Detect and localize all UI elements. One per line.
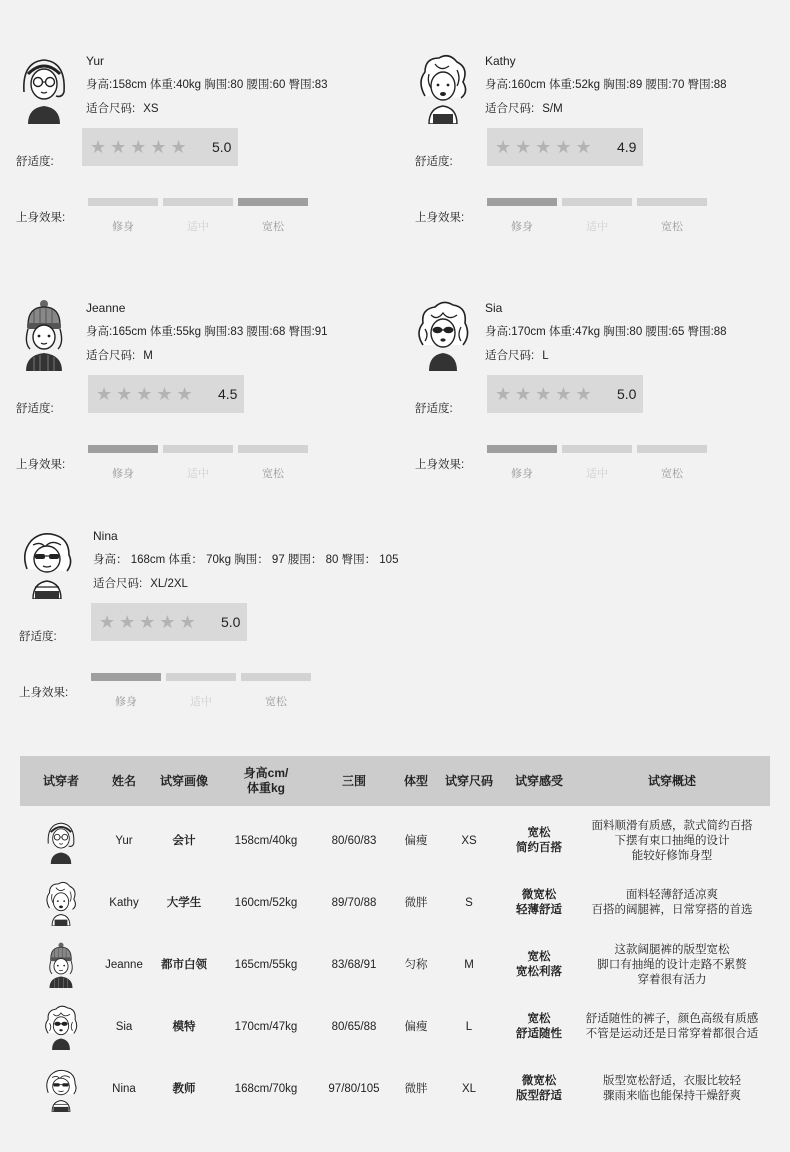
- cell-size-text: M: [464, 958, 474, 971]
- table-header: [20, 756, 770, 806]
- profile-size: [93, 575, 188, 591]
- cell-body-type: [398, 1058, 434, 1120]
- col-header-tester: 试穿者: [42, 773, 79, 788]
- cell-height-weight: [222, 934, 310, 996]
- cell-persona-text: 会计: [172, 834, 196, 847]
- cell-summary-text: 面料轻薄舒适凉爽 百搭的阔腿裤，日常穿搭的首选: [591, 889, 753, 916]
- cell-feel: [504, 810, 574, 872]
- profile-name: Sia: [485, 301, 503, 315]
- profile-name: Nina: [93, 529, 118, 543]
- cell-body-type-text: 微胖: [404, 896, 428, 909]
- comfort-rating: [91, 603, 247, 641]
- cell-name: [102, 810, 146, 872]
- cell-name-text: Sia: [115, 1020, 133, 1033]
- fit-option-regular: 适中: [190, 696, 212, 708]
- comfort-score: 4.5: [218, 386, 238, 402]
- cell-summary-text: 面料顺滑有质感，款式简约百搭 下摆有束口抽绳的设计 能较好修饰身型: [591, 819, 753, 862]
- fit-bar-slim: [88, 445, 158, 453]
- fit-bar-loose: [637, 198, 707, 206]
- col-header-persona: 试穿画像: [159, 773, 208, 788]
- woman-headband-glasses-icon: [43, 818, 79, 864]
- comfort-score: 5.0: [221, 614, 241, 630]
- size-label: 适合尺码:: [86, 350, 136, 362]
- cell-height-weight: [222, 1058, 310, 1120]
- profile-size: [86, 347, 153, 363]
- cell-bwh: [310, 1058, 398, 1120]
- cell-feel-text: 宽松 宽松利落: [516, 951, 562, 978]
- cell-body-type-text: 匀称: [404, 958, 428, 971]
- cell-summary-text: 这款阔腿裤的版型宽松 脚口有抽绳的设计走路不累赘 穿着很有活力: [597, 943, 747, 986]
- cell-avatar: [20, 934, 102, 996]
- cell-height-weight-text: 165cm/55kg: [234, 958, 298, 971]
- star-rating-icons: ★★★★★: [99, 612, 200, 632]
- cell-summary: [574, 934, 770, 996]
- fit-bar-loose: [238, 198, 308, 206]
- woman-curly-sunglasses-icon: [43, 1004, 79, 1050]
- cell-summary: [574, 872, 770, 934]
- cell-avatar: [20, 996, 102, 1058]
- fit-bar-loose: [637, 445, 707, 453]
- comfort-rating: [487, 375, 643, 413]
- size-value: XL/2XL: [150, 578, 188, 590]
- size-label: 适合尺码:: [485, 103, 535, 115]
- comfort-label: 舒适度:: [415, 403, 453, 415]
- col-header-bwh: 三围: [341, 773, 366, 788]
- woman-bob-sunglasses-icon: [19, 527, 75, 599]
- cell-persona-text: 模特: [172, 1020, 196, 1033]
- cell-bwh-text: 89/70/88: [331, 896, 377, 909]
- cell-size: [434, 872, 504, 934]
- profile-size: [86, 100, 159, 116]
- fit-bar-slim: [88, 198, 158, 206]
- woman-beanie-icon: [16, 299, 72, 371]
- cell-name-text: Nina: [112, 1082, 136, 1095]
- cell-bwh-text: 97/80/105: [328, 1082, 380, 1095]
- fit-option-loose: 宽松: [265, 696, 287, 708]
- col-header-size: 试穿尺码: [444, 773, 493, 788]
- star-rating-icons: ★★★★★: [96, 384, 197, 404]
- cell-summary: [574, 810, 770, 872]
- star-rating-icons: ★★★★★: [90, 137, 191, 157]
- table-body: [20, 806, 770, 1120]
- cell-body-type-text: 偏瘦: [404, 834, 428, 847]
- cell-avatar: [20, 872, 102, 934]
- fit-bar-slim: [91, 673, 161, 681]
- table-row: [20, 996, 770, 1058]
- cell-size-text: XL: [461, 1082, 477, 1095]
- profile-size: [485, 100, 563, 116]
- cell-bwh: [310, 934, 398, 996]
- fit-option-regular: 适中: [586, 468, 608, 480]
- fit-option-loose: 宽松: [661, 221, 683, 233]
- cell-avatar: [20, 810, 102, 872]
- try-on-table: [20, 756, 770, 1120]
- star-rating-icons: ★★★★★: [495, 137, 596, 157]
- woman-beanie-icon: [43, 942, 79, 988]
- comfort-rating: [88, 375, 244, 413]
- cell-name-text: Jeanne: [105, 958, 143, 971]
- col-header-feel: 试穿感受: [514, 773, 563, 788]
- cell-body-type: [398, 934, 434, 996]
- col-header-summary: 试穿概述: [647, 773, 696, 788]
- fit-option-regular: 适中: [187, 221, 209, 233]
- size-label: 适合尺码:: [86, 103, 136, 115]
- cell-name: [102, 1058, 146, 1120]
- comfort-score: 4.9: [617, 139, 637, 155]
- size-value: XS: [143, 103, 159, 115]
- cell-summary-text: 舒适随性的裤子，颜色高级有质感 不管是运动还是日常穿着都很合适: [585, 1013, 759, 1040]
- cell-size-text: XS: [461, 834, 477, 847]
- col-header-body-type: 体型: [403, 773, 428, 788]
- cell-height-weight-text: 170cm/47kg: [234, 1020, 298, 1033]
- fit-label: 上身效果:: [16, 212, 66, 224]
- comfort-label: 舒适度:: [19, 631, 57, 643]
- cell-persona-text: 都市白领: [161, 958, 207, 971]
- fit-label: 上身效果:: [16, 459, 66, 471]
- cell-summary: [574, 1058, 770, 1120]
- size-label: 适合尺码:: [485, 350, 535, 362]
- comfort-rating: [82, 128, 238, 166]
- cell-feel: [504, 872, 574, 934]
- cell-persona-text: 教师: [172, 1082, 196, 1095]
- table-row: [20, 934, 770, 996]
- cell-size-text: L: [465, 1020, 473, 1033]
- cell-height-weight-text: 160cm/52kg: [234, 896, 298, 909]
- profile-card-kathy: [415, 52, 785, 272]
- cell-persona: [146, 934, 222, 996]
- cell-size: [434, 934, 504, 996]
- comfort-score: 5.0: [617, 386, 637, 402]
- cell-name: [102, 996, 146, 1058]
- size-value: L: [542, 350, 549, 362]
- woman-headband-glasses-icon: [16, 52, 72, 124]
- size-value: M: [143, 350, 153, 362]
- cell-bwh: [310, 872, 398, 934]
- profile-measurements: 身高:165cm 体重:55kg 胸围:83 腰围:68 臀围:91: [86, 326, 328, 338]
- cell-persona: [146, 872, 222, 934]
- cell-summary-text: 版型宽松舒适，衣服比较轻 骤雨来临也能保持干燥舒爽: [603, 1075, 741, 1102]
- cell-body-type-text: 偏瘦: [404, 1020, 428, 1033]
- cell-summary: [574, 996, 770, 1058]
- cell-height-weight: [222, 872, 310, 934]
- cell-bwh: [310, 996, 398, 1058]
- cell-avatar: [20, 1058, 102, 1120]
- cell-feel-text: 微宽松 轻薄舒适: [516, 889, 562, 916]
- cell-feel-text: 宽松 简约百搭: [516, 827, 562, 854]
- fit-label: 上身效果:: [415, 212, 465, 224]
- woman-curly-sunglasses-icon: [415, 299, 471, 371]
- profile-measurements: 身高:170cm 体重:47kg 胸围:80 腰围:65 臀围:88: [485, 326, 727, 338]
- profile-card-yur: [16, 52, 386, 272]
- comfort-label: 舒适度:: [16, 403, 54, 415]
- table-row: [20, 810, 770, 872]
- cell-feel: [504, 1058, 574, 1120]
- cell-name: [102, 934, 146, 996]
- woman-curly-hair-icon: [43, 880, 79, 926]
- fit-bar-regular: [562, 445, 632, 453]
- cell-feel-text: 微宽松 版型舒适: [516, 1075, 562, 1102]
- fit-option-loose: 宽松: [262, 221, 284, 233]
- fit-option-regular: 适中: [187, 468, 209, 480]
- size-value: S/M: [542, 103, 563, 115]
- comfort-score: 5.0: [212, 139, 232, 155]
- comfort-label: 舒适度:: [415, 156, 453, 168]
- cell-bwh-text: 80/65/88: [331, 1020, 377, 1033]
- profile-measurements: 身高:160cm 体重:52kg 胸围:89 腰围:70 臀围:88: [485, 79, 727, 91]
- cell-height-weight-text: 168cm/70kg: [234, 1082, 298, 1095]
- cell-name-text: Yur: [115, 834, 133, 847]
- profile-measurements: 身高:158cm 体重:40kg 胸围:80 腰围:60 臀围:83: [86, 79, 328, 91]
- profile-name: Yur: [86, 54, 105, 68]
- fit-bar-regular: [562, 198, 632, 206]
- profile-card-nina: [19, 527, 399, 747]
- cell-feel: [504, 934, 574, 996]
- fit-option-slim: 修身: [511, 468, 533, 480]
- size-label: 适合尺码:: [93, 578, 143, 590]
- cell-body-type-text: 微胖: [404, 1082, 428, 1095]
- fit-bar-slim: [487, 198, 557, 206]
- fit-bar-slim: [487, 445, 557, 453]
- cell-body-type: [398, 996, 434, 1058]
- cell-name: [102, 872, 146, 934]
- cell-bwh-text: 83/68/91: [331, 958, 377, 971]
- fit-option-loose: 宽松: [661, 468, 683, 480]
- cell-feel-text: 宽松 舒适随性: [516, 1013, 562, 1040]
- table-row: [20, 1058, 770, 1120]
- profile-name: Jeanne: [86, 301, 126, 315]
- col-header-height-weight: 身高cm/ 体重kg: [243, 766, 289, 795]
- cell-height-weight-text: 158cm/40kg: [234, 834, 298, 847]
- fit-label: 上身效果:: [415, 459, 465, 471]
- fit-option-slim: 修身: [115, 696, 137, 708]
- comfort-label: 舒适度:: [16, 156, 54, 168]
- profile-measurements: 身高： 168cm 体重： 70kg 胸围： 97 腰围： 80 臀围： 105: [93, 554, 399, 566]
- cell-bwh-text: 80/60/83: [331, 834, 377, 847]
- cell-persona: [146, 810, 222, 872]
- cell-feel: [504, 996, 574, 1058]
- table-row: [20, 872, 770, 934]
- cell-body-type: [398, 810, 434, 872]
- cell-size-text: S: [465, 896, 473, 909]
- cell-size: [434, 996, 504, 1058]
- fit-option-regular: 适中: [586, 221, 608, 233]
- fit-bar-regular: [166, 673, 236, 681]
- profile-card-jeanne: [16, 299, 386, 519]
- fit-option-slim: 修身: [112, 468, 134, 480]
- fit-option-loose: 宽松: [262, 468, 284, 480]
- cell-size: [434, 1058, 504, 1120]
- cell-name-text: Kathy: [109, 896, 139, 909]
- profile-size: [485, 347, 549, 363]
- woman-bob-sunglasses-icon: [43, 1066, 79, 1112]
- profile-card-sia: [415, 299, 785, 519]
- fit-bar-regular: [163, 445, 233, 453]
- star-rating-icons: ★★★★★: [495, 384, 596, 404]
- col-header-name: 姓名: [111, 773, 136, 788]
- cell-bwh: [310, 810, 398, 872]
- comfort-rating: [487, 128, 643, 166]
- fit-option-slim: 修身: [112, 221, 134, 233]
- cell-height-weight: [222, 996, 310, 1058]
- cell-height-weight: [222, 810, 310, 872]
- fit-option-slim: 修身: [511, 221, 533, 233]
- fit-bar-loose: [241, 673, 311, 681]
- profile-name: Kathy: [485, 54, 516, 68]
- cell-body-type: [398, 872, 434, 934]
- fit-label: 上身效果:: [19, 687, 69, 699]
- cell-persona: [146, 996, 222, 1058]
- woman-curly-hair-icon: [415, 52, 471, 124]
- cell-persona: [146, 1058, 222, 1120]
- fit-bar-loose: [238, 445, 308, 453]
- cell-size: [434, 810, 504, 872]
- fit-bar-regular: [163, 198, 233, 206]
- cell-persona-text: 大学生: [166, 896, 202, 909]
